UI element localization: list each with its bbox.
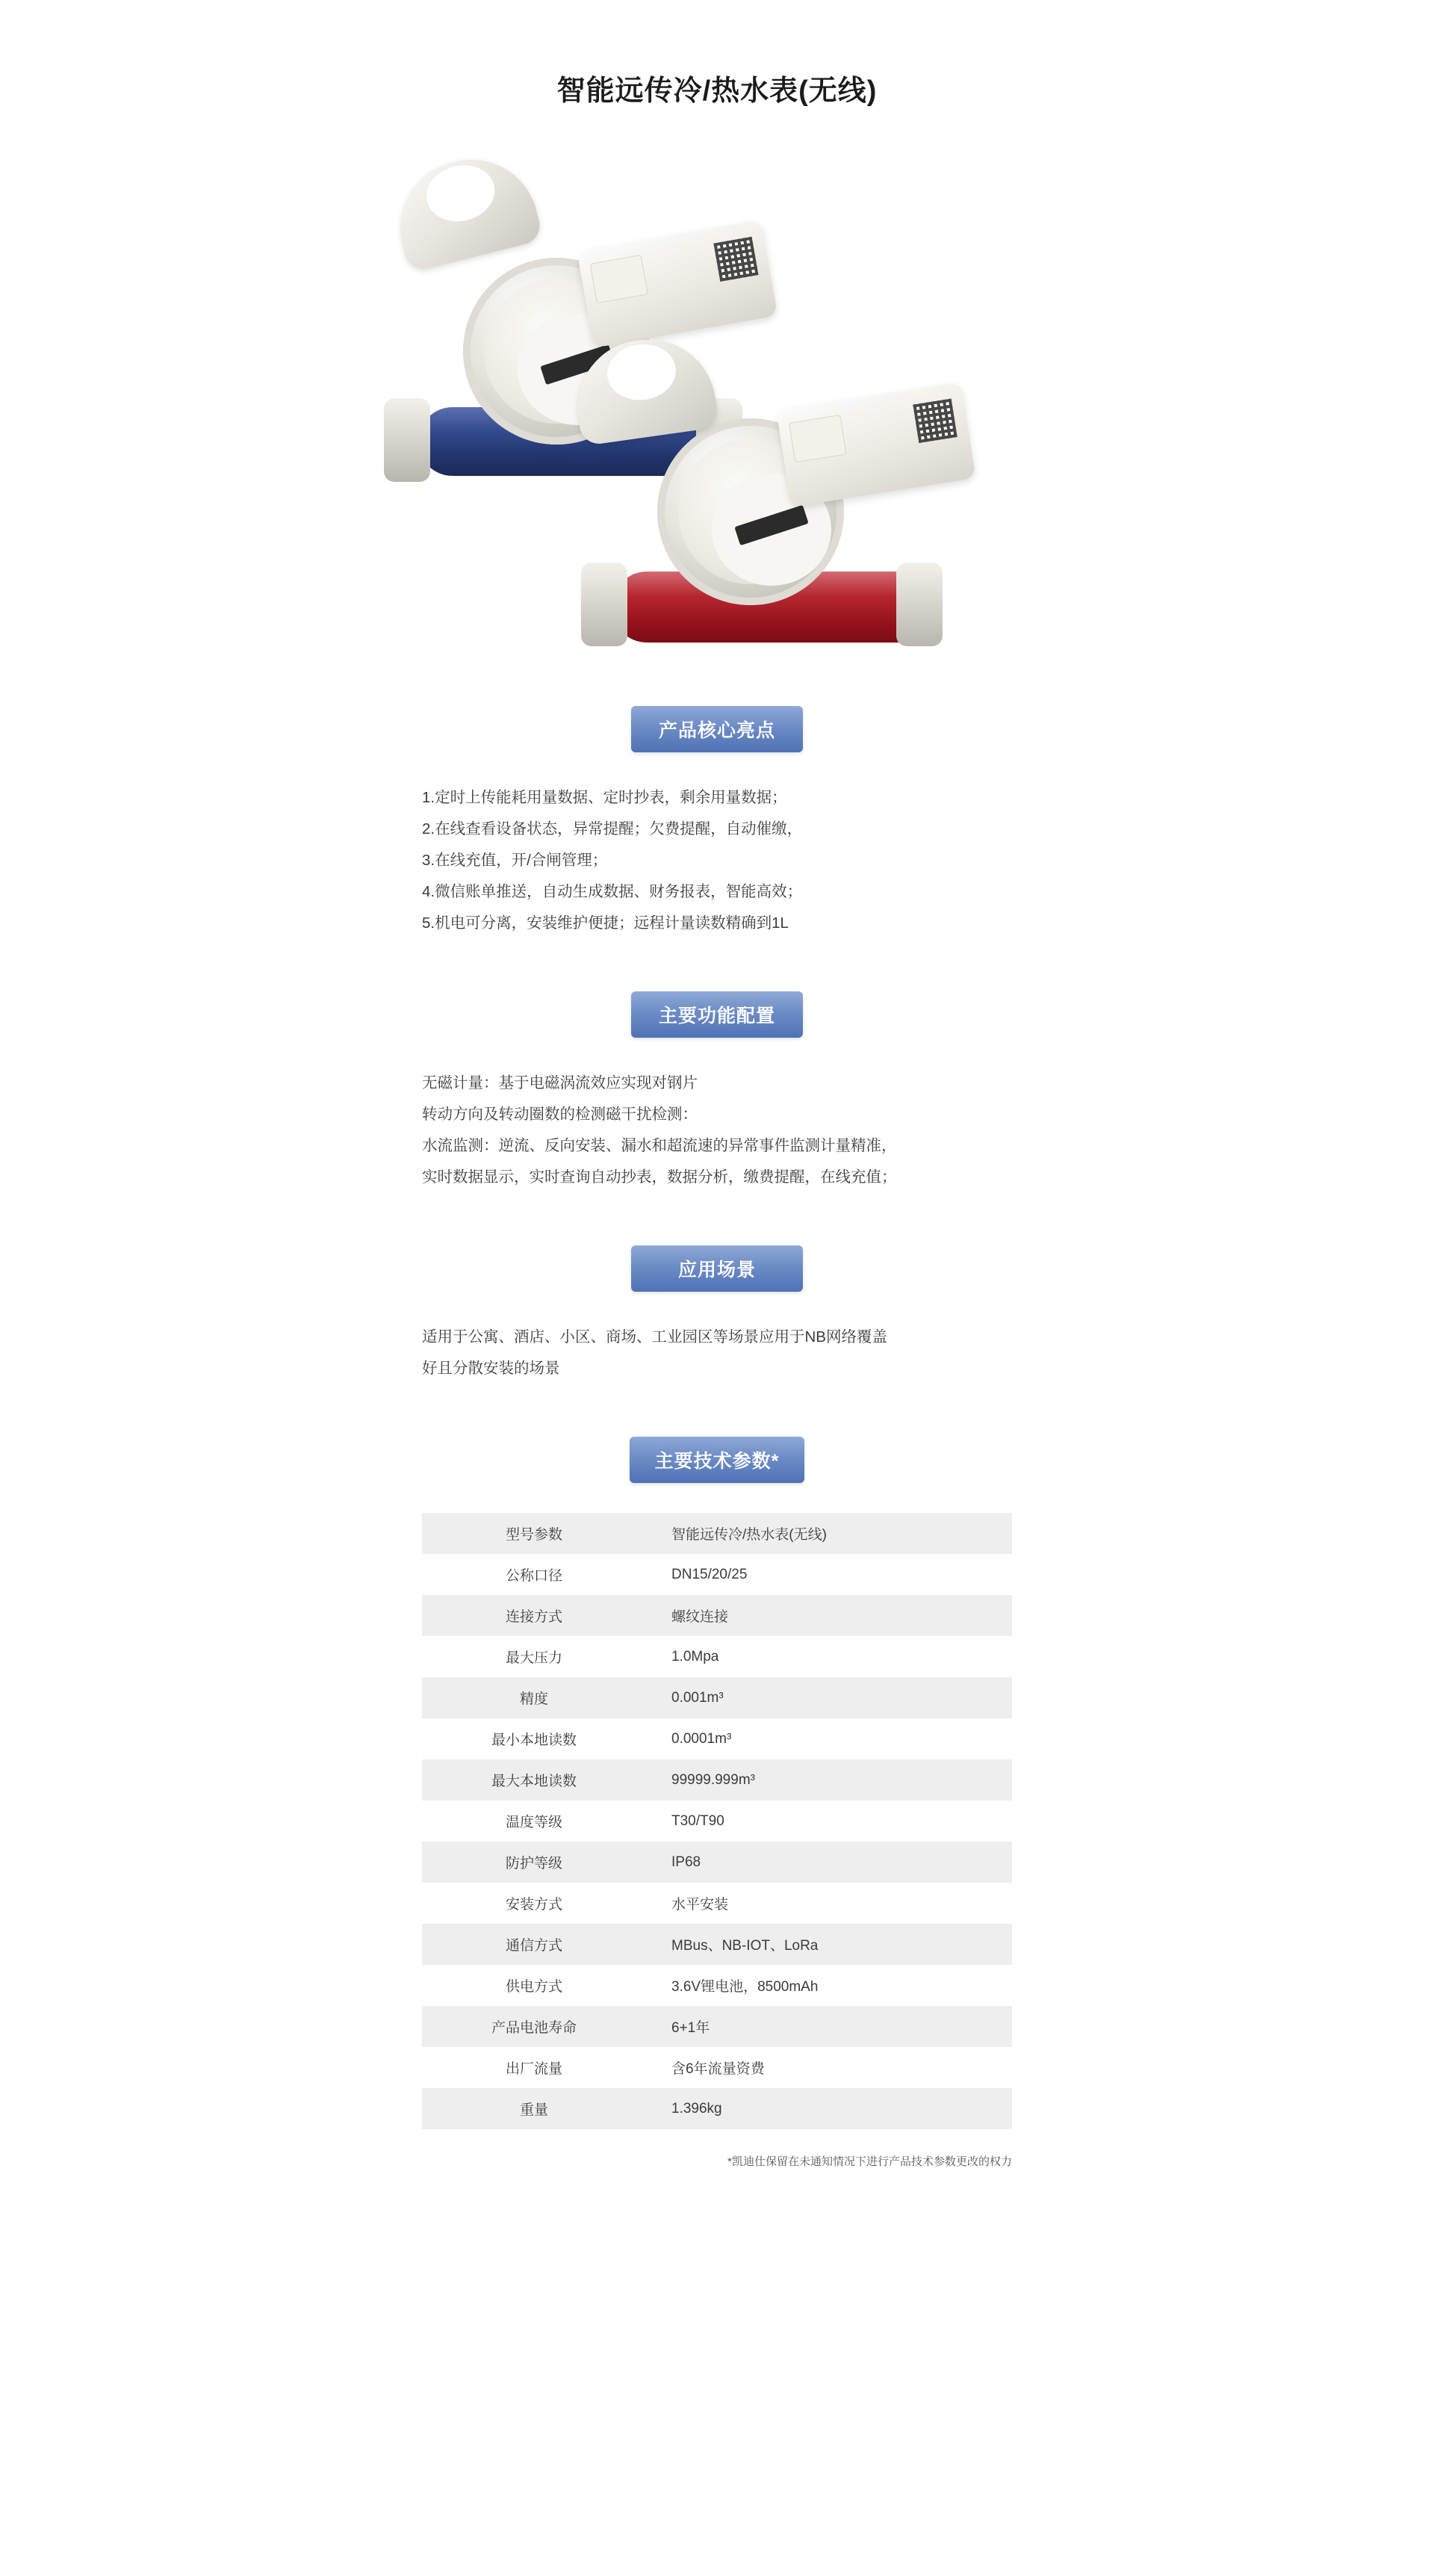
- spec-value: 6+1年: [646, 2006, 1012, 2047]
- table-row: [422, 1883, 1012, 1924]
- spec-key: 最小本地读数: [491, 1733, 577, 1749]
- red-meter-wireless-module: [776, 382, 975, 507]
- section-core-highlights: [0, 706, 1434, 939]
- qr-code-icon: [913, 399, 957, 443]
- bottom-spacer: [0, 2221, 1434, 2311]
- main-functions-text: [422, 1068, 1012, 1193]
- scenario-line: 适用于公寓、酒店、小区、商场、工业园区等场景应用于NB网络覆盖: [422, 1328, 887, 1346]
- blue-meter-lid-notch: [420, 158, 500, 229]
- spec-key: 型号参数: [422, 1513, 646, 1554]
- spec-value: 智能远传冷/热水表(无线): [646, 1513, 1012, 1554]
- highlight-line: 4.微信账单推送，自动生成数据、财务报表，智能高效；: [422, 883, 803, 901]
- function-line: 转动方向及转动圈数的检测磁干扰检测：: [422, 1106, 698, 1124]
- specifications-table: [422, 1513, 1012, 2129]
- function-line: 水流监测：逆流、反向安装、漏水和超流速的异常事件监测计量精准，: [422, 1137, 897, 1155]
- spec-key: 出厂流量: [505, 2061, 562, 2078]
- section-banner-core-highlights: 产品核心亮点: [631, 706, 803, 752]
- blue-meter-inlet-flange: [384, 398, 430, 482]
- highlight-line: 1.定时上传能耗用量数据、定时抄表，剩余用量数据；: [422, 789, 787, 806]
- highlight-line: 5.机电可分离，安装维护便捷；远程计量读数精确到1L: [422, 914, 789, 932]
- section-main-functions: [0, 991, 1434, 1193]
- blue-meter-wireless-module: [577, 220, 778, 347]
- spec-value: 1.396kg: [646, 2088, 1012, 2129]
- table-row: [422, 1718, 1012, 1759]
- specs-footnote: *凯迪仕保留在未通知情况下进行产品技术参数更改的权力: [727, 2155, 1012, 2169]
- spec-value: MBus、NB-IOT、LoRa: [646, 1924, 1012, 1965]
- blue-meter-open-lid: [386, 146, 544, 273]
- section-application-scenarios: [0, 1245, 1434, 1384]
- function-line: 实时数据显示，实时查询自动抄表，数据分析，缴费提醒，在线充值；: [422, 1168, 897, 1186]
- spec-key: 重量: [422, 2088, 646, 2129]
- table-row: [422, 1554, 1012, 1595]
- spec-value: 0.001m³: [646, 1677, 1012, 1718]
- table-row: [422, 1513, 1012, 1554]
- table-row: [422, 2006, 1012, 2047]
- spec-key: 最大本地读数: [422, 1759, 646, 1801]
- red-meter-outlet-flange: [896, 563, 943, 646]
- scenario-line: 好且分散安装的场景: [422, 1360, 560, 1378]
- table-row: [422, 1801, 1012, 1842]
- spec-key: 连接方式: [422, 1595, 646, 1636]
- spec-key: 供电方式: [505, 1979, 562, 1996]
- section-banner-application-scenarios: 应用场景: [631, 1245, 803, 1292]
- table-row: [422, 1636, 1012, 1677]
- page-title: 智能远传冷/热水表(无线): [556, 75, 878, 107]
- spec-value: 含6年流量资费: [671, 2061, 765, 2078]
- red-meter-register-window: [734, 505, 808, 545]
- spec-value: IP68: [646, 1842, 1012, 1883]
- spec-key: 温度等级: [505, 1815, 562, 1831]
- table-row: [422, 2088, 1012, 2129]
- spec-key: 精度: [422, 1677, 646, 1718]
- section-technical-specs: [0, 1437, 1434, 2169]
- spec-value: 99999.999m³: [646, 1759, 1012, 1801]
- section-banner-main-functions: 主要功能配置: [631, 991, 803, 1038]
- table-row: [422, 1759, 1012, 1801]
- table-row: [422, 1842, 1012, 1883]
- spec-value: 水平安装: [671, 1897, 729, 1913]
- red-meter-inlet-flange: [581, 563, 627, 646]
- spec-key: 产品电池寿命: [422, 2006, 646, 2047]
- red-meter-lid-notch: [603, 340, 679, 404]
- table-row: [422, 2047, 1012, 2088]
- table-row: [422, 1595, 1012, 1636]
- spec-key: 安装方式: [505, 1897, 562, 1913]
- highlight-line: 3.在线充值，开/合闸管理；: [422, 852, 608, 870]
- core-highlights-text: [422, 782, 1012, 939]
- spec-key: 公称口径: [505, 1568, 562, 1585]
- table-row: [422, 1924, 1012, 1965]
- spec-value: 0.0001m³: [671, 1730, 732, 1747]
- function-line: 无磁计量：基于电磁涡流效应实现对钢片: [422, 1074, 698, 1092]
- application-scenarios-text: [422, 1322, 1012, 1384]
- spec-value: 1.0Mpa: [671, 1648, 719, 1665]
- red-module-label: [789, 415, 847, 462]
- spec-value: T30/T90: [671, 1812, 724, 1829]
- spec-value: 3.6V锂电池，8500mAh: [671, 1979, 819, 1996]
- spec-key: 防护等级: [422, 1842, 646, 1883]
- section-banner-technical-specs: 主要技术参数*: [630, 1437, 805, 1483]
- qr-code-icon: [713, 237, 758, 282]
- table-row: [422, 1965, 1012, 2006]
- table-row: [422, 1677, 1012, 1718]
- product-image: [344, 138, 1090, 676]
- spec-key: 最大压力: [505, 1650, 562, 1667]
- spec-value: DN15/20/25: [671, 1566, 748, 1582]
- spec-key: 通信方式: [422, 1924, 646, 1965]
- blue-module-label: [590, 255, 648, 303]
- highlight-line: 2.在线查看设备状态，异常提醒；欠费提醒，自动催缴，: [422, 820, 803, 838]
- spec-value: 螺纹连接: [646, 1595, 1012, 1636]
